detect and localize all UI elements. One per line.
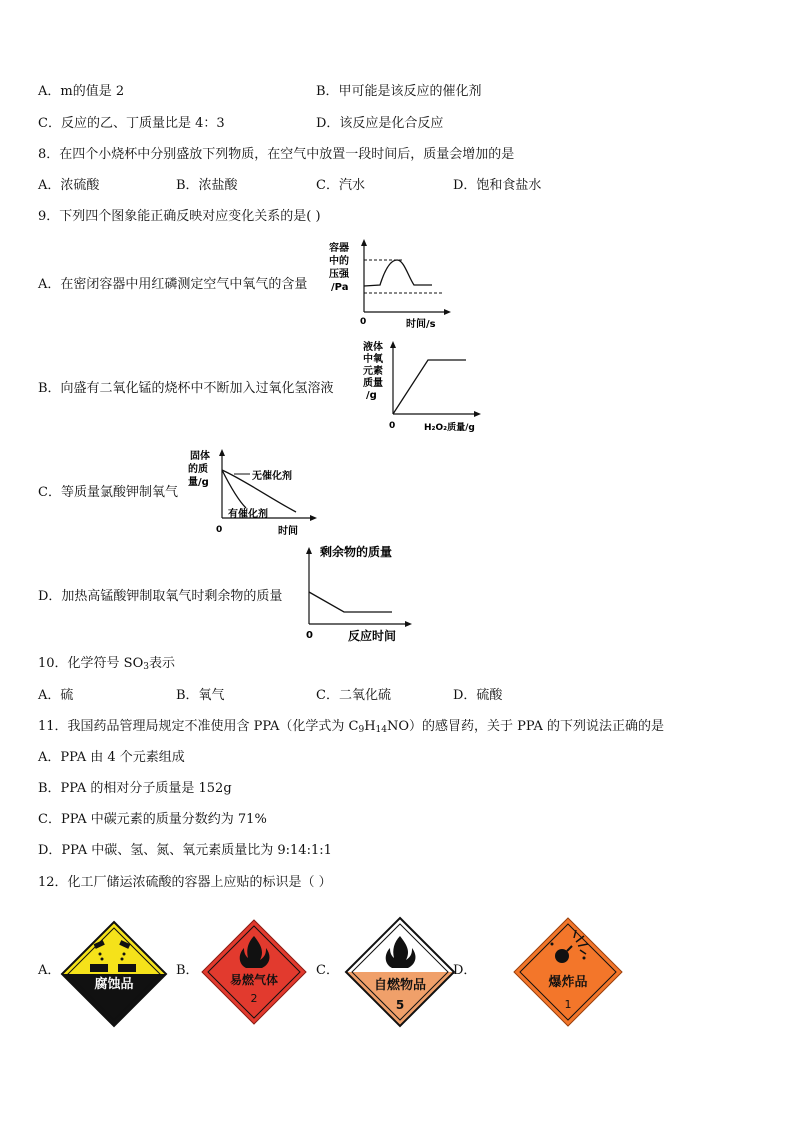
q10-stem-post: 表示 [148,656,175,671]
q8-option-b: B．浓盐酸 [176,178,238,193]
q11-option-a: A．PPA 由 4 个元素组成 [38,750,185,765]
graph-b-xlabel: H₂O₂质量/g [424,423,475,433]
q10-stem [38,655,175,673]
graph-a-ylabel-1: 容器 [329,243,349,254]
q7-option-d: D．该反应是化合反应 [316,116,444,131]
q9-option-d: D．加热高锰酸钾制取氧气时剩余物的质量 [38,589,283,604]
explosive-sign-label: 爆炸品 [548,975,588,990]
q7-option-b: B．甲可能是该反应的催化剂 [316,84,482,99]
bomb-icon [555,949,569,963]
graph-b-ylabel-2: 中氧 [363,354,383,365]
q9-graph-c [186,446,321,542]
graph-c-xlabel: 时间 [278,526,298,537]
graph-c-label-no-catalyst: 无催化剂 [252,471,292,482]
q12-option-a-label: A． [38,963,61,978]
q11-option-c: C．PPA 中碳元素的质量分数约为 71% [38,812,267,827]
graph-d-ylabel: 剩余物的质量 [320,545,393,559]
q11-stem-h: H [364,719,376,734]
q8-stem: 8．在四个小烧杯中分别盛放下列物质，在空气中放置一段时间后，质量会增加的是 [38,147,515,162]
graph-b-ylabel-5: /g [366,390,377,401]
spontaneous-combustion-sign-number: 5 [395,998,405,1012]
q10-stem-pre: 10．化学符号 SO [38,656,144,671]
q9-option-c: C．等质量氯酸钾制氧气 [38,485,178,500]
graph-a-ylabel-4: /Pa [331,282,349,293]
q9-graph-d [300,542,430,648]
spontaneous-combustion-sign-label: 自燃物品 [373,978,427,993]
graph-b-ylabel-3: 元素 [363,366,383,377]
q8-option-c: C．汽水 [316,178,365,193]
corrosive-sign-label: 腐蚀品 [94,977,134,992]
q7-option-c: C．反应的乙、丁质量比是 4：3 [38,116,225,131]
q11-stem [38,718,664,736]
graph-c-origin: 0 [216,525,223,535]
corrosive-sign [60,920,168,1032]
spontaneous-combustion-sign [342,914,458,1034]
corroded-metal-icon [90,964,108,972]
q12-stem: 12．化工厂储运浓硫酸的容器上应贴的标识是（ ） [38,875,332,890]
q9-graph-a [326,236,456,336]
q7-option-a: A．m的值是 2 [38,84,125,99]
q9-stem: 9．下列四个图象能正确反映对应变化关系的是( ) [38,209,321,224]
graph-c-ylabel-3: 量/g [188,477,209,488]
explosive-sign-number: 1 [564,998,572,1011]
q10-option-c: C．二氧化硫 [316,688,391,703]
q10-option-d: D．硫酸 [453,688,503,703]
graph-d-xlabel: 反应时间 [348,629,397,643]
q11-option-b: B．PPA 的相对分子质量是 152g [38,781,232,796]
graph-c-label-catalyst: 有催化剂 [228,509,268,520]
flammable-gas-sign-number: 2 [250,992,258,1005]
graph-b-origin: 0 [389,421,396,431]
q8-option-a: A．浓硫酸 [38,178,100,193]
flammable-gas-sign-label: 易燃气体 [229,973,279,987]
graph-b-ylabel-4: 质量 [363,378,383,389]
graph-c-ylabel-1: 固体 [190,451,210,462]
q9-option-b: B．向盛有二氧化锰的烧杯中不断加入过氧化氢溶液 [38,381,334,396]
graph-a-ylabel-3: 压强 [329,269,349,280]
q11-stem-post: NO）的感冒药，关于 PPA 的下列说法正确的是 [386,719,664,734]
q10-option-b: B．氧气 [176,688,225,703]
explosive-sign [512,916,624,1032]
graph-b-ylabel-1: 液体 [363,342,383,353]
graph-a-xlabel: 时间/s [406,319,436,330]
q11-stem-pre: 11．我国药品管理局规定不准使用含 PPA（化学式为 C [38,719,359,734]
graph-a-ylabel-2: 中的 [329,256,349,267]
q10-stem-sub: 3 [143,662,149,672]
graph-c-ylabel-2: 的质 [188,464,208,475]
q11-sub-hydrogen: 14 [375,725,387,735]
q9-graph-b [360,338,490,440]
q11-sub-carbon: 9 [358,725,365,735]
graph-d-origin: 0 [306,630,313,641]
q12-option-b-label: B． [176,963,199,978]
q10-option-a: A．硫 [38,688,74,703]
flammable-gas-sign [200,918,308,1030]
q9-option-a: A．在密闭容器中用红磷测定空气中氧气的含量 [38,277,308,292]
q8-option-d: D．饱和食盐水 [453,178,542,193]
q11-option-d: D．PPA 中碳、氢、氮、氧元素质量比为 9:14:1:1 [38,843,332,858]
graph-a-origin: 0 [360,317,367,327]
q12-option-d-label: D． [453,963,477,978]
q12-option-c-label: C． [316,963,339,978]
